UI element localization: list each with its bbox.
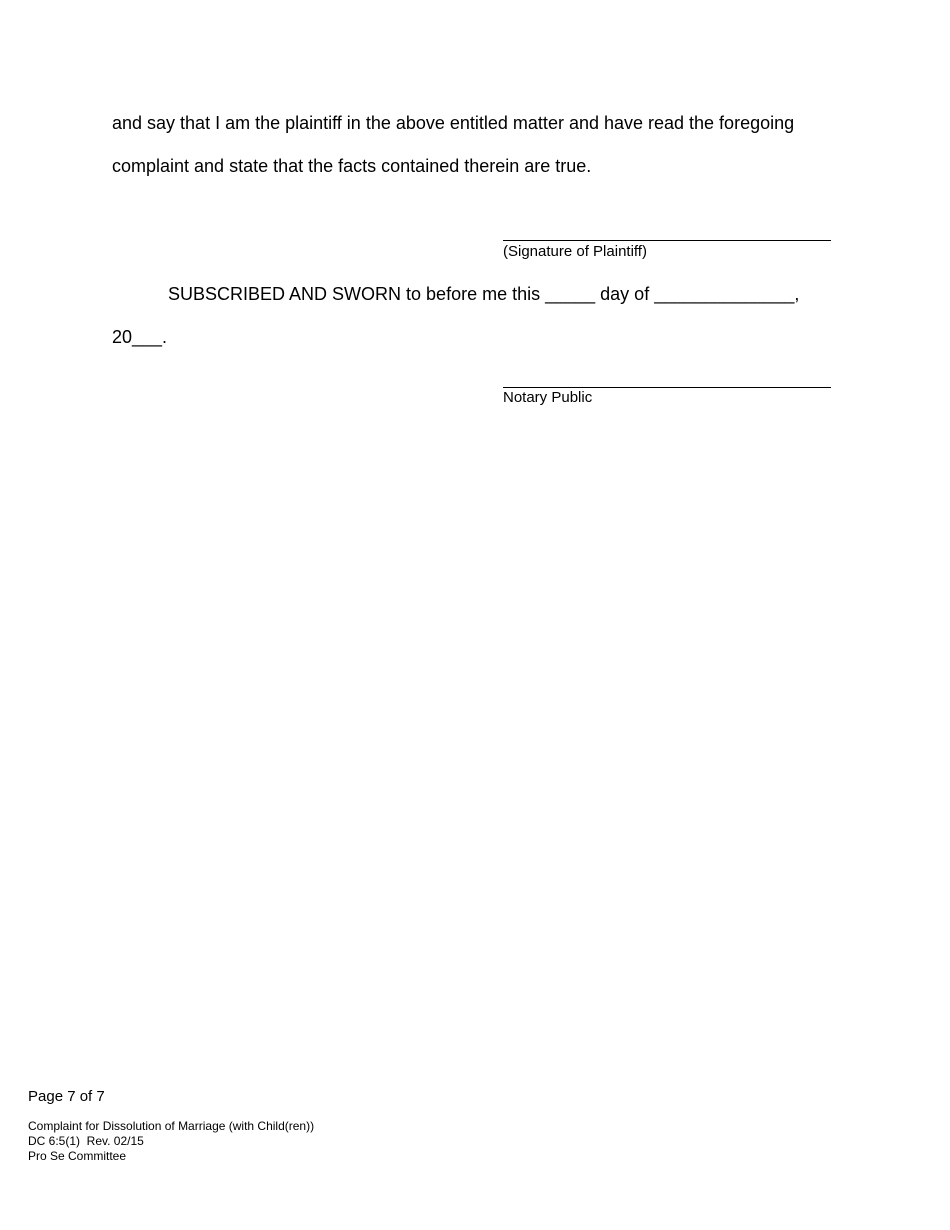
form-footer <box>28 1119 314 1164</box>
notary-signature-label: Notary Public <box>503 389 593 406</box>
plaintiff-signature-label: (Signature of Plaintiff) <box>503 243 647 260</box>
verification-text-line-1: and say that I am the plaintiff in the above entitled matter and have read the foregoing <box>112 113 795 133</box>
form-title: Complaint for Dissolution of Marriage (with Child(ren)) <box>28 1119 315 1133</box>
committee-name: Pro Se Committee <box>28 1149 127 1163</box>
plaintiff-signature-line <box>503 240 831 241</box>
jurat-text-line-2: 20___. <box>112 327 168 347</box>
notary-signature-line <box>503 387 831 388</box>
verification-text-line-2: complaint and state that the facts contained therein are true. <box>112 156 592 176</box>
form-number: DC 6:5(1) Rev. 02/15 <box>28 1134 144 1148</box>
jurat-text-line-1: SUBSCRIBED AND SWORN to before me this _____ day of ______________, <box>168 284 800 304</box>
page-number: Page 7 of 7 <box>28 1088 105 1105</box>
